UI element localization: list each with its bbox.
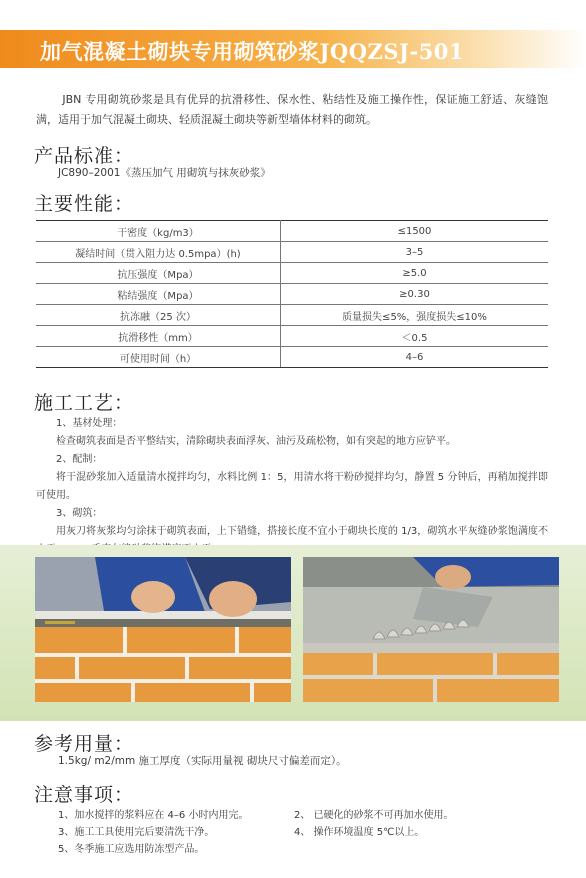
page-title: 加气混凝土砌块专用砌筑砂浆JQQZSJ-501 [40,39,465,64]
notes-heading: 注意事项： [34,784,135,806]
table-cell-item: 干密度（kg/m3） [36,221,281,242]
table-cell-value: ≥5.0 [281,263,549,284]
bricklaying-level-photo [35,557,291,702]
table-cell-item: 抗冻融（25 次） [36,305,281,326]
table-cell-value: 质量损失≤5%，强度损失≤10% [281,305,549,326]
note-item: 1、加水搅拌的浆料应在 4–6 小时内用完。 [58,810,249,821]
process-step-title: 2、配制： [56,454,103,465]
table-row [36,305,548,326]
process-steps [36,415,548,559]
note-item: 2、 已硬化的砂浆不可再加水使用。 [294,810,454,821]
table-cell-item: 粘结强度（Mpa） [36,284,281,305]
table-cell-value: 3–5 [281,242,549,263]
table-cell-value: ＜0.5 [281,326,549,347]
note-item: 4、 操作环境温度 5℃以上。 [294,827,425,838]
usage-text: 1.5kg/ m2/mm 施工厚度（实际用量视 砌块尺寸偏差而定）。 [58,755,347,767]
table-row [36,242,548,263]
intro-paragraph: JBN 专用砌筑砂浆是具有优异的抗滑移性、保水性、粘结性及施工操作性，保证施工舒适、灰缝饱满，适用于加气混凝土砌块、轻质混凝土砌块等新型墙体材料的砌筑。 [36,93,548,126]
title-banner [0,30,586,68]
table-cell-value: ≥0.30 [281,284,549,305]
table-cell-item: 抗压强度（Mpa） [36,263,281,284]
table-row [36,326,548,347]
table-cell-item: 抗滑移性（mm） [36,326,281,347]
table-cell-item: 可使用时间（h） [36,347,281,368]
process-step-title: 1、基材处理： [56,418,123,429]
note-item: 5、冬季施工应选用防冻型产品。 [58,844,205,855]
table-cell-item: 凝结时间（贯入阻力达 0.5mpa）(h) [36,242,281,263]
process-heading: 施工工艺： [34,392,135,414]
process-step-body: 将干混砂浆加入适量清水搅拌均匀，水料比例 1：5，用清水将干粉砂搅拌均匀，静置 5 分钟后，再稍加搅拌即可使用。 [36,472,548,501]
performance-table [36,220,548,368]
table-row [36,284,548,305]
process-step-title: 3、砌筑： [56,508,103,519]
table-row [36,347,548,368]
table-cell-value: ≤1500 [281,221,549,242]
mortar-trowel-photo [303,557,559,702]
standard-text: JC890–2001《蒸压加气 用砌筑与抹灰砂浆》 [58,167,271,179]
process-step-body: 用灰刀将灰浆均匀涂抹于砌筑表面，上下错缝，搭接长度不宜小于砌块长度的 1/3，砌筑水平灰缝砂浆饱满度不 [56,526,548,537]
table-cell-value: 4–6 [281,347,549,368]
standard-heading: 产品标准： [34,145,135,167]
table-row [36,221,548,242]
process-step-body: 检查砌筑表面是否平整结实，清除砌块表面浮灰、油污及疏松物，如有突起的地方应铲平。 [56,436,456,447]
table-row [36,263,548,284]
performance-heading: 主要性能： [34,193,135,215]
usage-heading: 参考用量： [34,733,135,755]
note-item: 3、施工工具使用完后要清洗干净。 [58,827,215,838]
